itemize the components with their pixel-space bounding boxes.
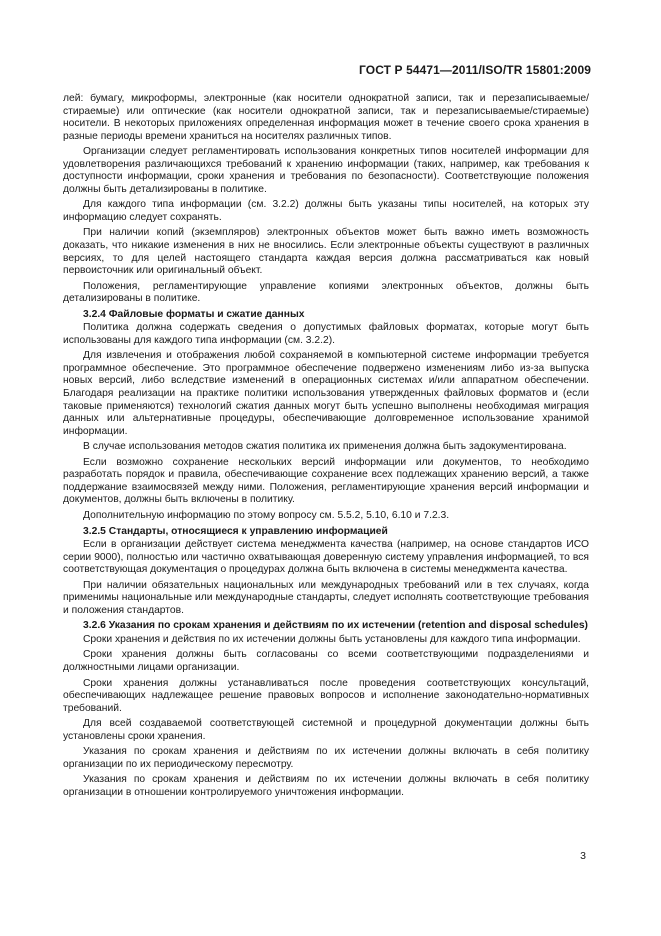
section-heading-3-2-6: 3.2.6 Указания по срокам хранения и действиям по их истечении (retention and disposal schedules) [83, 620, 588, 632]
paragraph: Сроки хранения должны устанавливаться после проведения соответствующих консультаций, обеспечивающих надлежащее решение правовых вопросов и исполнение законодательно-нормативных требований. [63, 677, 589, 714]
section-heading-3-2-4: 3.2.4 Файловые форматы и сжатие данных [83, 308, 305, 320]
paragraph: Организации следует регламентировать использования конкретных типов носителей информации для удовлетворения различающихся требований к хранению информации (таких, например, как требования к доступности информации, сроки хранения и требования по безопасности). Соответствующие положения должны быть детализированы в политике. [63, 146, 589, 195]
paragraph: Указания по срокам хранения и действиям по их истечении должны включать в себя политику организации в отношении контролируемого уничтожения информации. [63, 774, 589, 798]
paragraph: Сроки хранения и действия по их истечении должны быть установлены для каждого типа информации. [83, 633, 581, 645]
paragraph: Политика должна содержать сведения о допустимых файловых форматах, которые могут быть использованы для каждого типа информации (см. 3.2.2). [63, 322, 589, 346]
paragraph: При наличии копий (экземпляров) электронных объектов может быть важно иметь возможность доказать, что никакие изменения в них не вносились. Если электронные объекты существуют в различных версиях, то для целей настоящего стандарта каждая версия должна рассматриваться как новый первоисточник или оригинальный объект. [63, 227, 589, 277]
paragraph: Если возможно сохранение нескольких версий информации или документов, то необходимо разработать порядок и правила, обеспечивающие сохранение всех подлежащих хранению версий, а также поддержание взаимосвязей между ними. Положения, регламентирующие хранения версий информации и документов, должны быть включены в политику. [63, 456, 589, 506]
document-body [63, 93, 589, 802]
paragraph: При наличии обязательных национальных или международных требований или в тех случаях, когда применимы национальные или международные стандарты, следует исполнять соответствующие требования и положения стандартов. [63, 579, 589, 616]
paragraph: В случае использования методов сжатия политика их применения должна быть задокументирована. [83, 441, 567, 453]
paragraph: Для извлечения и отображения любой сохраняемой в компьютерной системе информации требуется программное обеспечение. Это программное обеспечение подвержено изменениям либо из-за выпуска новых версий, либо вследствие изменений в операционных системах и/или аппаратном обеспечении. Благодаря реализации на практике политики использования утвержденных файловых форматов и (если таковые применяются) технологий сжатия данных могут быть успешно выполнены необходимая миграция данных или альтернативные процедуры, обеспечивающие долговременное использование хранимой информации. [63, 350, 589, 437]
paragraph: Для каждого типа информации (см. 3.2.2) должны быть указаны типы носителей, на которых эту информацию следует сохранять. [63, 199, 589, 223]
paragraph: Положения, регламентирующие управление копиями электронных объектов, должны быть детализированы в политике. [63, 280, 589, 305]
paragraph: Если в организации действует система менеджмента качества (например, на основе стандартов ИСО серии 9000), полностью или частично охватывающая доверенную систему управления информацией, то вся соответствующая документация о процедурах должна быть включена в системы менеджмента качества. [63, 539, 589, 576]
document-header: ГОСТ Р 54471—2011/ISO/TR 15801:2009 [359, 63, 591, 77]
paragraph: Дополнительную информацию по этому вопросу см. 5.5.2, 5.10, 6.10 и 7.2.3. [83, 509, 450, 521]
page-number: 3 [580, 850, 586, 862]
paragraph: Для всей создаваемой соответствующей системной и процедурной документации должны быть установлены сроки хранения. [63, 718, 589, 742]
paragraph: Сроки хранения должны быть согласованы со всеми соответствующими подразделениями и должностными лицами организации. [63, 649, 589, 673]
section-heading-3-2-5: 3.2.5 Стандарты, относящиеся к управлению информацией [83, 525, 388, 537]
paragraph: Указания по срокам хранения и действиям по их истечении должны включать в себя политику организации по их периодическому пересмотру. [63, 746, 589, 770]
paragraph: лей: бумагу, микроформы, электронные (как носители однократной записи, так и перезаписываемые/стираемые) или оптические (как носители однократной записи, так и перезаписываемые/стираемые) носители. В некоторых приложениях определенная информация может в течение своего срока хранения в разные периоды времени храниться на носителях различных типов. [63, 93, 589, 142]
